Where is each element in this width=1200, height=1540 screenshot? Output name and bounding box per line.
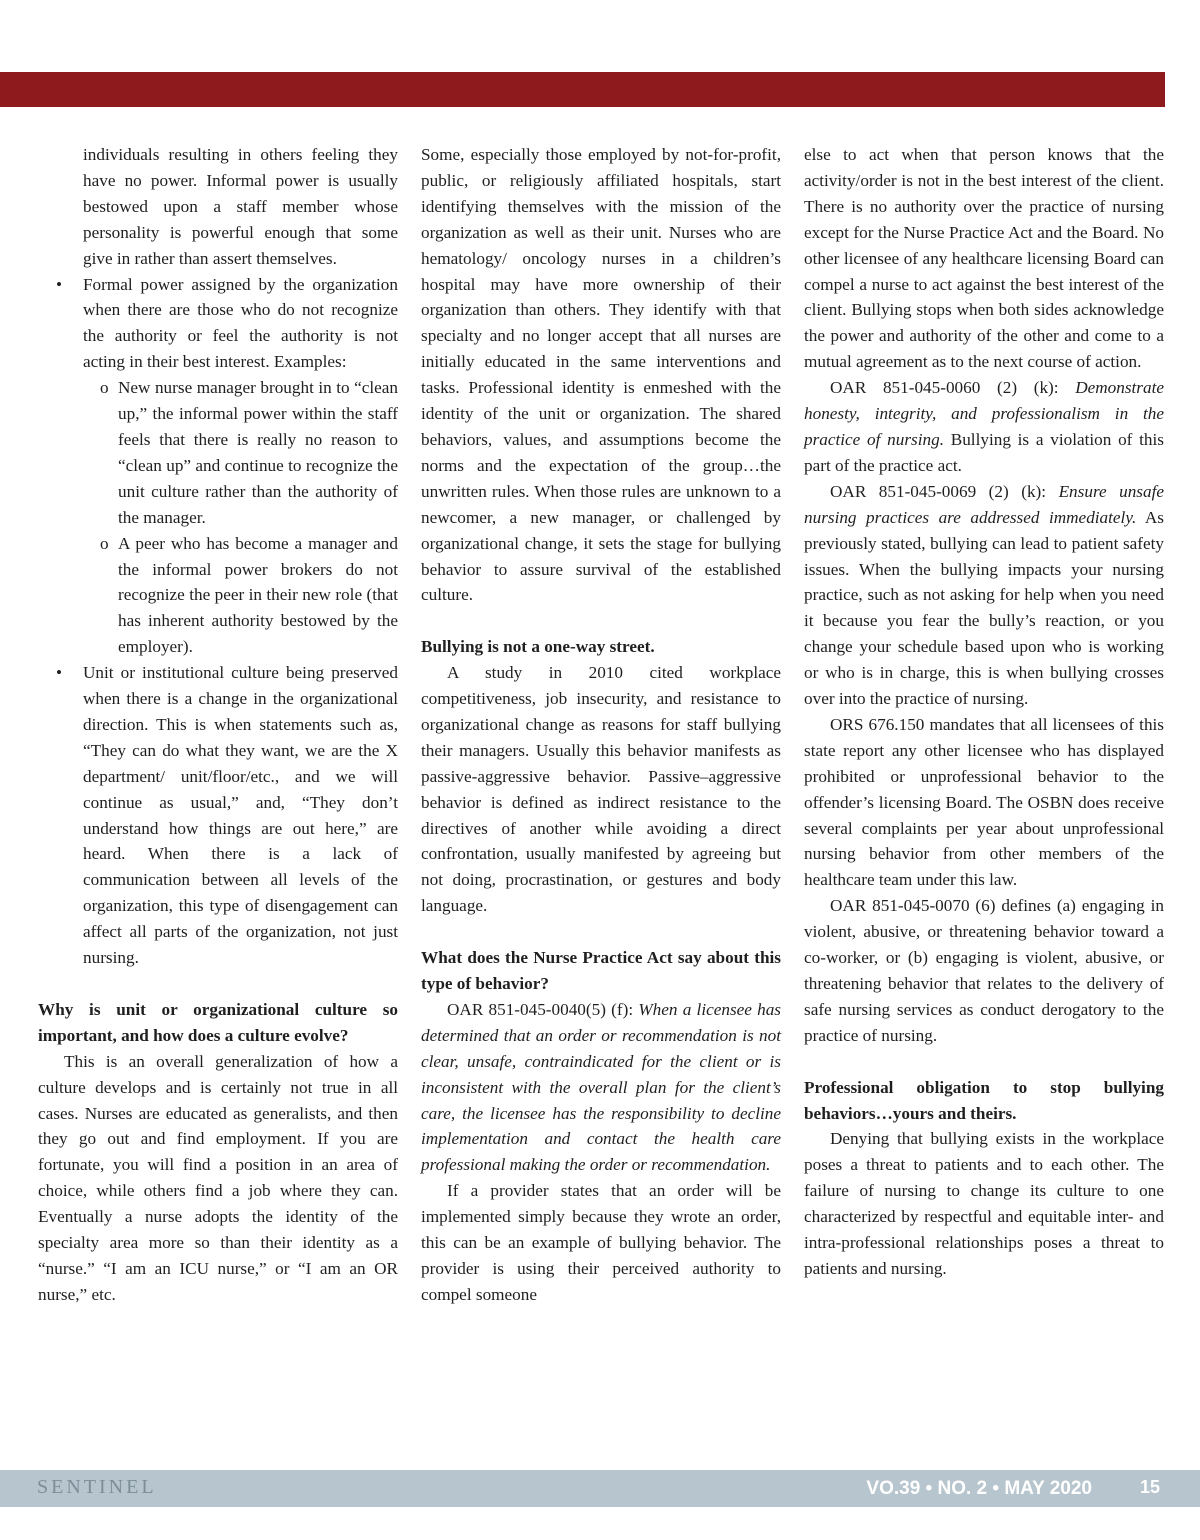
bullet-formal-power-text: • Formal power assigned by the organization when there are those who do not recognize the authority or feel the authority is not acting in their best interest. Examples:	[83, 274, 398, 372]
paragraph-culture: This is an overall generalization of how a culture develops and is certainly not true in all cases. Nurses are educated as generalists, and then they go out and find employment. If you are fortunate, you will find a position in an area of choice, while others find a job where they can. Eventually a nurse adopts the identity of the specialty area more so than their identity as a “nurse.” “I am an ICU nurse,” or “I am an OR nurse,” etc.	[38, 1051, 398, 1304]
article-column-3	[804, 142, 1164, 1282]
oar-0069-reference: OAR 851-045-0069 (2) (k):	[830, 481, 1059, 501]
bullet-formal-power	[83, 272, 398, 661]
paragraph-identity: Some, especially those employed by not-for-profit, public, or religiously affiliated hospitals, start identifying themselves with the mission of the organization as well as their unit. Nurses who are hematology/ oncology nurses in a children’s hospital may have more ownership of their organization than others. They identify with that specialty and no longer accept that all nurses are initially educated in the same interventions and tasks. Professional identity is enmeshed with the identity of the unit or organization. The shared behaviors, values, and assumptions become the norms and the expectation of the group…the unwritten rules. When those rules are unknown to a newcomer, a new manager, or challenged by organizational change, it sets the stage for bullying behavior to assure survival of the established culture.	[421, 145, 781, 605]
paragraph-oar-0060	[804, 375, 1164, 479]
oar-0069-comment: As previously stated, bullying can lead to patient safety issues. When the bullying impacts your nursing practice, such as not asking for help when you need it because you fear the bully’s reaction, or you change your schedule based upon who is working or who is in charge, this is when bullying crosses over into the practice of nursing.	[804, 507, 1164, 709]
paragraph-ors-676: ORS 676.150 mandates that all licensees of this state report any other licensee who has displayed prohibited or unprofessional behavior to the offender’s licensing Board. The OSBN does receive several complaints per year about unprofessional nursing behavior from other members of the healthcare team under this law.	[804, 714, 1164, 890]
heading-nurse-practice-act: What does the Nurse Practice Act say about this type of behavior?	[421, 948, 781, 993]
paragraph-authority: else to act when that person knows that the activity/order is not in the best interest of the client. There is no authority over the practice of nursing except for the Nurse Practice Act and the Board. No other licensee of any healthcare licensing Board can compel a nurse to act against the best interest of the client. Bullying stops when both sides acknowledge the power and authority of the other and come to a mutual agreement as to the next course of action.	[804, 145, 1164, 372]
bullet-unit-culture: • Unit or institutional culture being preserved when there is a change in the organizational direction. This is when statements such as, “They can do what they want, we are the X department/ unit/floor/etc., and we will continue as usual,” and, “They don’t understand how things are out here,” are heard. When there is a lack of communication between all levels of the organization, this type of disengagement can affect all parts of the organization, not just nursing.	[83, 660, 398, 971]
oar-0040-quote: When a licensee has determined that an order or recommendation is not clear, unsafe, contraindicated for the client or is inconsistent with the overall plan for the client’s care, the licensee has the responsibility to decline implementation and contact the health care professional making the order or recommendation.	[421, 999, 781, 1175]
oar-0060-comment: Bullying is a violation of this part of the practice act.	[804, 429, 1164, 475]
heading-one-way-street: Bullying is not a one-way street.	[421, 637, 655, 657]
oar-0060-quote: Demonstrate honesty, integrity, and professionalism in the practice of nursing.	[804, 378, 1164, 449]
heading-culture: Why is unit or organizational culture so important, and how does a culture evolve?	[38, 999, 398, 1045]
footer-bar	[0, 1470, 1200, 1507]
intro-paragraph: individuals resulting in others feeling they have no power. Informal power is usually bestowed upon a staff member whose personality is powerful enough that some give in rather than assert themselves.	[83, 145, 398, 268]
header-color-bar	[0, 72, 1165, 107]
article-column-1	[38, 142, 398, 1308]
paragraph-denying: Denying that bullying exists in the workplace poses a threat to patients and to each other. The failure of nursing to change its culture to one characterized by respectful and equitable inter- and intra-professional relationships poses a threat to patients and nursing.	[804, 1129, 1164, 1278]
article-column-2	[421, 142, 781, 1308]
oar-0069-quote: Ensure unsafe nursing practices are addressed immediately.	[804, 481, 1164, 527]
paragraph-provider: If a provider states that an order will be implemented simply because they wrote an order, this can be an example of bullying behavior. The provider is using their perceived authority to compel someone	[421, 1181, 781, 1304]
paragraph-oar-0040	[421, 997, 781, 1178]
heading-professional-obligation: Professional obligation to stop bullying behaviors…yours and theirs.	[804, 1077, 1164, 1123]
footer-publication-name: SENTINEL	[37, 1476, 157, 1498]
example-sublist	[83, 375, 398, 660]
sub-item-peer-manager: o A peer who has become a manager and the informal power brokers do not recognize the peer in their new role (that has inherent authority bestowed by the employer).	[118, 531, 398, 661]
footer-issue-info: VO.39 • NO. 2 • MAY 2020	[866, 1478, 1092, 1499]
paragraph-study: A study in 2010 cited workplace competitiveness, job insecurity, and resistance to organizational change as reasons for staff bullying their managers. Usually this behavior manifests as passive-aggressive behavior. Passive–aggressive behavior is defined as indirect resistance to the directives of another while avoiding a direct confrontation, usually manifested by agreeing but not doing, procrastination, or gestures and body language.	[421, 663, 781, 916]
oar-0060-reference: OAR 851-045-0060 (2) (k):	[830, 378, 1076, 398]
paragraph-oar-0070: OAR 851-045-0070 (6) defines (a) engaging in violent, abusive, or threatening behavior toward a co-worker, or (b) engaging is violent, abusive, or threatening behavior that relates to the delivery of safe nursing services as conduct derogatory to the practice of nursing.	[804, 896, 1164, 1045]
paragraph-oar-0069	[804, 479, 1164, 712]
oar-0040-reference: OAR 851-045-0040(5) (f):	[447, 999, 639, 1019]
footer-page-number: 15	[1139, 1477, 1160, 1497]
power-bullet-list	[38, 272, 398, 971]
sub-item-new-manager: o New nurse manager brought in to “clean up,” the informal power within the staff feels that there is really no reason to “clean up” and continue to recognize the unit culture rather than the authority of the manager.	[118, 375, 398, 530]
